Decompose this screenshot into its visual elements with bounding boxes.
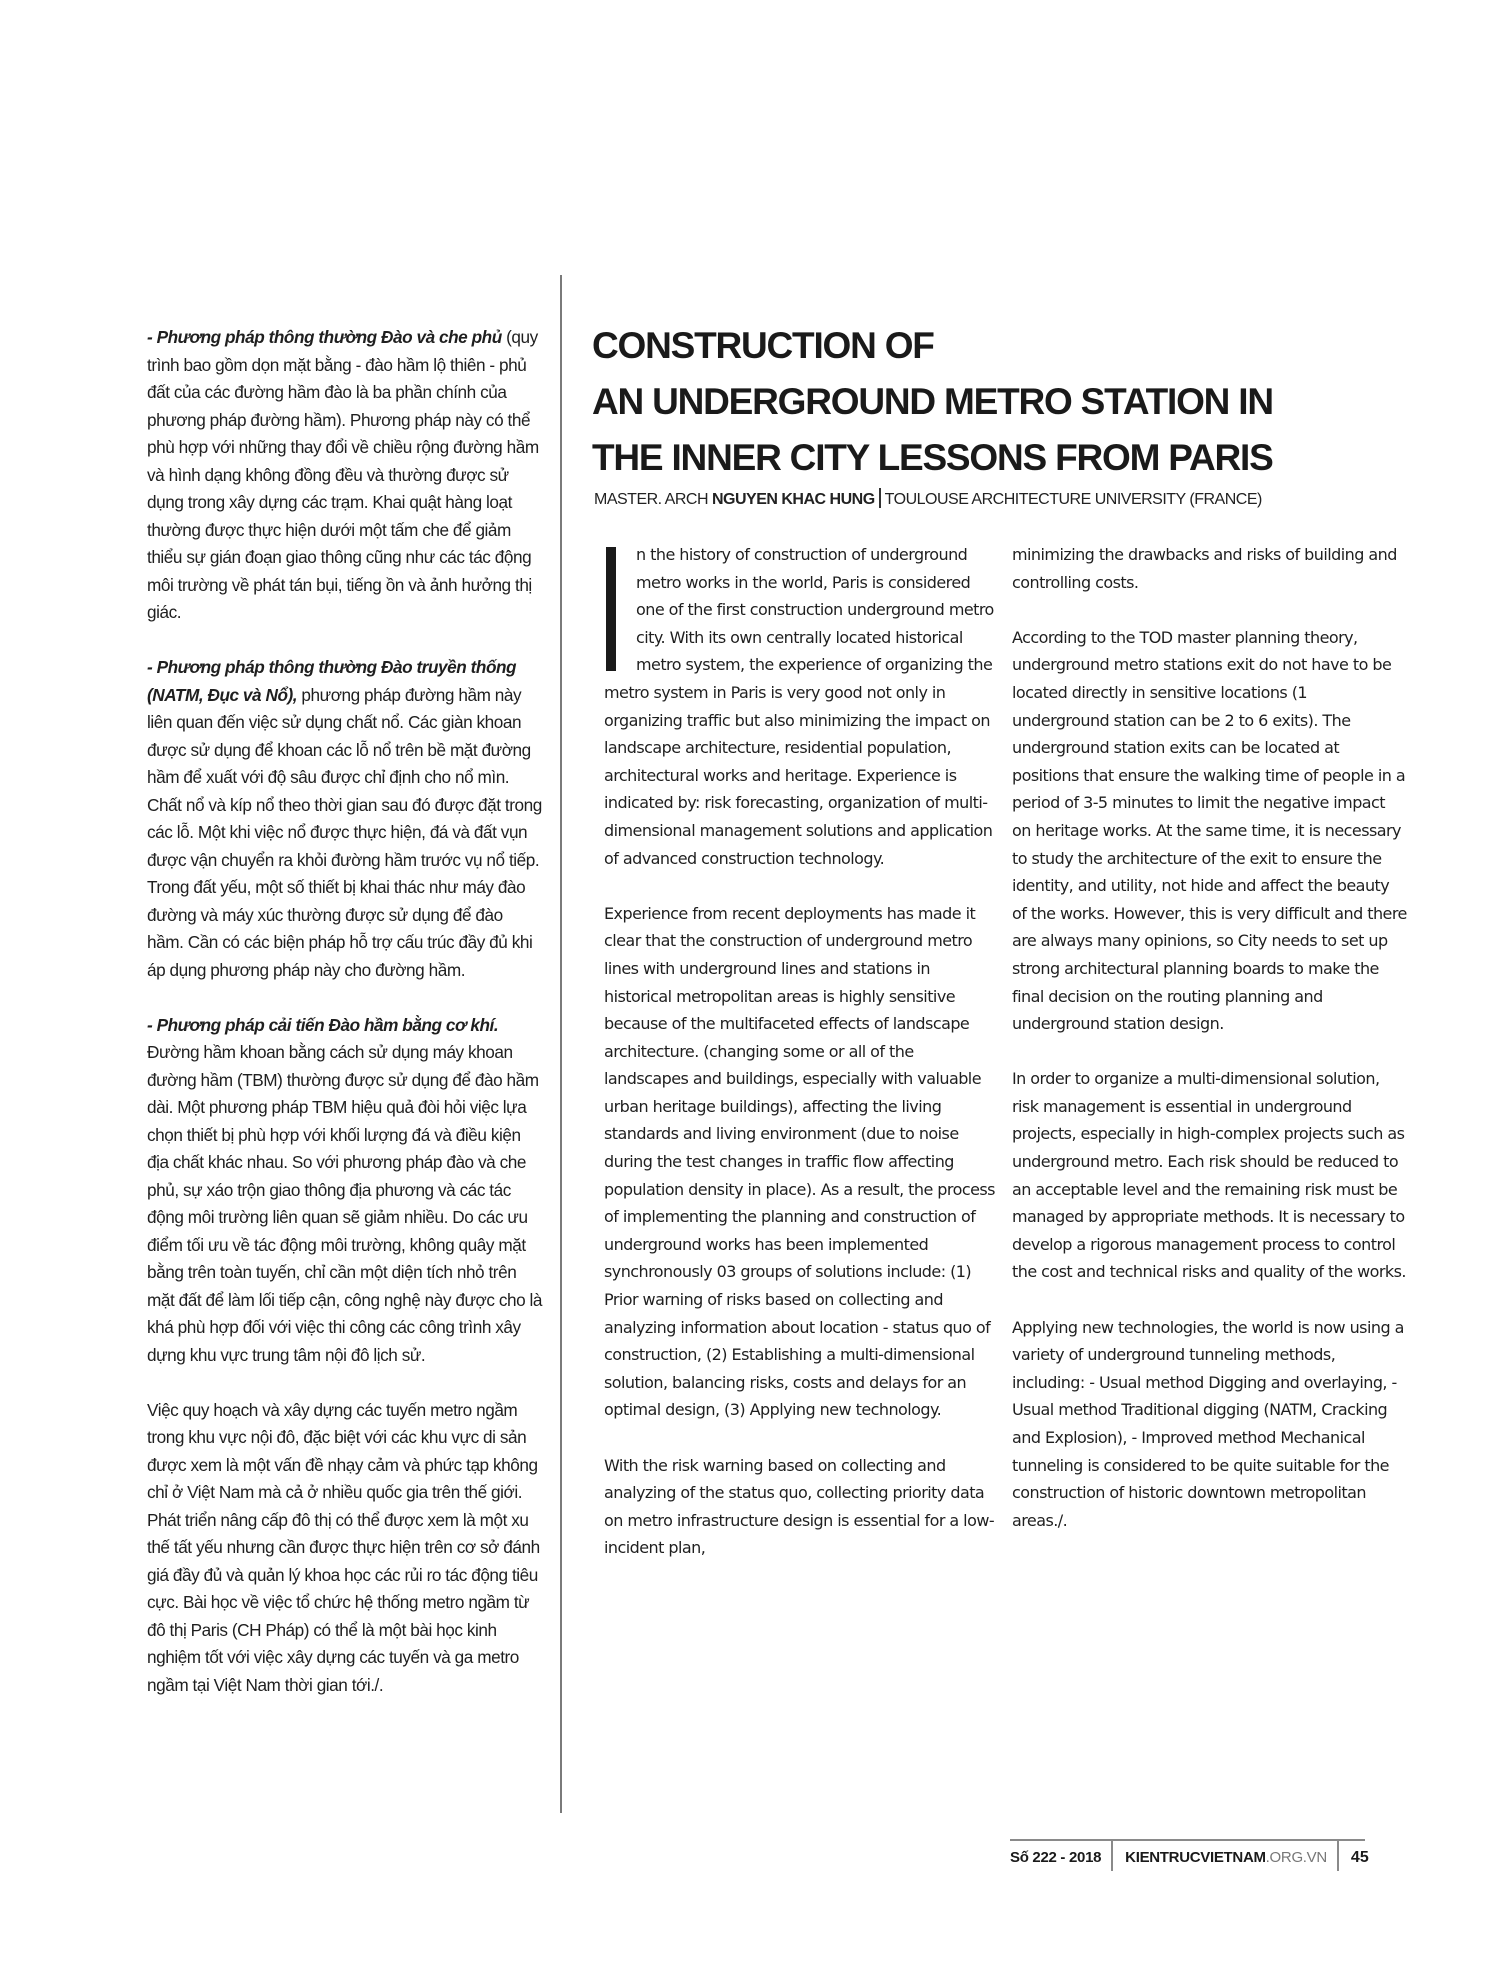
vn-paragraph-text: phương pháp đường hầm này liên quan đến việc sử dụng chất nổ. Các giàn khoan được sử dụng để khoan các lỗ nổ trên bề mặt đường hầm để xuất với độ sâu được chỉ định cho nổ mìn. Chất nổ và kíp nổ theo thời gian sau đó được đặt trong các lỗ. Một khi việc nổ được thực hiện, đá và đất vụn được vận chuyển ra khỏi đường hầm trước vụ nổ tiếp. Trong đất yếu, một số thiết bị khai thác như máy đào đường và máy xúc thường được sử dụng để đào hầm. Cần có các biện pháp hỗ trợ cấu trúc đầy đủ khi áp dụng phương pháp này cho đường hầm. (147, 684, 542, 980)
vn-paragraph-2 (147, 654, 542, 984)
publication-site (1111, 1841, 1339, 1871)
en-paragraph-4: minimizing the drawbacks and risks of building and controlling costs. (1012, 545, 1397, 592)
issue-number: Số 222 - 2018 (1010, 1849, 1102, 1866)
title-line-3: THE INNER CITY LESSONS FROM PARIS (592, 437, 1273, 478)
title-line-2: AN UNDERGROUND METRO STATION IN (592, 381, 1273, 422)
author-name: NGUYEN KHAC HUNG (711, 491, 875, 508)
vn-paragraph-lead: - Phương pháp cải tiến Đào hầm bằng cơ khí. (147, 1014, 499, 1035)
en-paragraph-5: According to the TOD master planning theory, underground metro stations exit do not have to be located directly in sensitive locations (1 underground station can be 2 to 6 exits). The underground station exits can be located at positions that ensure the walking time of people in a period of 3-5 minutes to limit the negative impact on heritage works. At the same time, it is necessary to study the architecture of the exit to ensure the identity, and utility, not hide and affect the beauty of the works. However, this is very difficult and there are always many opinions, so City needs to set up strong architectural planning boards to make the final decision on the routing planning and underground station design. (1012, 627, 1407, 1034)
vn-paragraph-lead: - Phương pháp thông thường Đào và che phủ (147, 327, 502, 347)
site-domain: .ORG.VN (1265, 1849, 1327, 1866)
dropcap-i-icon (606, 547, 616, 671)
en-paragraph-6: In order to organize a multi-dimensional solution, risk management is essential in underground projects, especially in high-complex projects such as underground metro. Each risk should be reduced to an acceptable level and the remaining risk must be managed by appropriate methods. It is necessary to develop a rigorous management process to control the cost and technical risks and quality of the works. (1012, 1069, 1406, 1282)
vn-paragraph-4 (147, 1397, 542, 1700)
en-paragraph-7: Applying new technologies, the world is now using a variety of underground tunneling methods, including: - Usual method Digging and overlaying, - Usual method Traditional digging (NATM, Cracking and Explosion), - Improved method Mechanical tunneling is considered to be quite suitable for the construction of historic downtown metropolitan areas./. (1012, 1317, 1404, 1530)
vn-paragraph-3 (147, 1012, 542, 1370)
vn-paragraph-text: Đường hầm khoan bằng cách sử dụng máy khoan đường hầm (TBM) thường được sử dụng để đào hầm dài. Một phương pháp TBM hiệu quả đòi hỏi việc lựa chọn thiết bị phù hợp với khối lượng đá và điều kiện địa chất khác nhau. So với phương pháp đào và che phủ, sự xáo trộn giao thông địa phương và các tác động môi trường liên quan sẽ giảm nhiều. Do các ưu điểm tối ưu về tác động môi trường, không quây mặt bằng trên toàn tuyến, chỉ cần một diện tích nhỏ trên mặt đất để làm lối tiếp cận, công nghệ này được cho là khá phù hợp đối với việc thi công các công trình xây dựng khu vực trung tâm nội đô lịch sử. (147, 1042, 542, 1365)
author-affiliation: TOULOUSE ARCHITECTURE UNIVERSITY (FRANCE) (884, 491, 1262, 508)
page-footer (1010, 1839, 1369, 1871)
en-paragraph-text: n the history of construction of underground metro works in the world, Paris is considered one of the first construction underground metro city. With its own centrally located historical metro system, the experience of organizing the metro system in Paris is very good not only in organizing traffic but also minimizing the impact on landscape architecture, residential population, architectural works and heritage. Experience is indicated by: risk forecasting, organization of multi-dimensional management solutions and application of advanced construction technology. (604, 545, 994, 868)
column-divider (560, 275, 562, 1813)
en-paragraph-2: Experience from recent deployments has made it clear that the construction of underground metro lines with underground lines and stations in historical metropolitan areas is highly sensitive because of the multifaceted effects of landscape architecture. (changing some or all of the landscapes and buildings, especially with valuable urban heritage buildings), affecting the living standards and living environment (due to noise during the test changes in traffic flow affecting population density in place). As a result, the process of implementing the planning and construction of underground works has been implemented synchronously 03 groups of solutions include: (1) Prior warning of risks based on collecting and analyzing information about location - status quo of construction, (2) Establishing a multi-dimensional solution, balancing risks, costs and delays for an optimal design, (3) Applying new technology. (604, 903, 995, 1420)
page-number: 45 (1350, 1849, 1369, 1866)
article-title (592, 318, 1392, 486)
en-paragraph-1 (604, 541, 999, 872)
vietnamese-column (147, 324, 542, 1727)
site-name: KIENTRUCVIETNAM (1125, 1849, 1266, 1866)
byline-prefix: MASTER. ARCH (594, 491, 712, 508)
vn-paragraph-lead: - Phương pháp thông thường Đào truyền thống (NATM, Đục và Nổ), (147, 657, 517, 705)
vn-paragraph-1 (147, 324, 542, 627)
english-column-right (1012, 541, 1407, 1562)
vn-paragraph-text: (quy trình bao gồm dọn mặt bằng - đào hầm lộ thiên - phủ đất của các đường hầm đào là ba phần chính của phương pháp đường hầm). Phương pháp này có thể phù hợp với những thay đổi về chiều rộng đường hầm và hình dạng không đồng đều và thường được sử dụng trong xây dựng các trạm. Khai quật hàng loạt thường được thực hiện dưới một tấm che để giảm thiểu sự gián đoạn giao thông cũng như các tác động môi trường về phát tán bụi, tiếng ồn và ảnh hưởng thị giác. (147, 327, 539, 622)
byline (594, 488, 1394, 509)
en-paragraph-3: With the risk warning based on collecting and analyzing of the status quo, collecting priority data on metro infrastructure design is essential for a low-incident plan, (604, 1455, 995, 1558)
english-column-middle (604, 541, 999, 1590)
byline-separator (879, 488, 881, 508)
vn-paragraph-text: Việc quy hoạch và xây dựng các tuyến metro ngầm trong khu vực nội đô, đặc biệt với các khu vực di sản được xem là một vấn đề nhạy cảm và phức tạp không chỉ ở Việt Nam mà cả ở nhiều quốc gia trên thế giới. Phát triển nâng cấp đô thị có thể được xem là một xu thế tất yếu nhưng cần được thực hiện trên cơ sở đánh giá đầy đủ và quản lý khoa học các rủi ro tác động tiêu cực. Bài học về việc tổ chức hệ thống metro ngầm từ đô thị Paris (CH Pháp) có thể là một bài học kinh nghiệm tốt với việc xây dựng các tuyến và ga metro ngầm tại Việt Nam thời gian tới./. (147, 1399, 540, 1695)
title-line-1: CONSTRUCTION OF (592, 325, 934, 366)
